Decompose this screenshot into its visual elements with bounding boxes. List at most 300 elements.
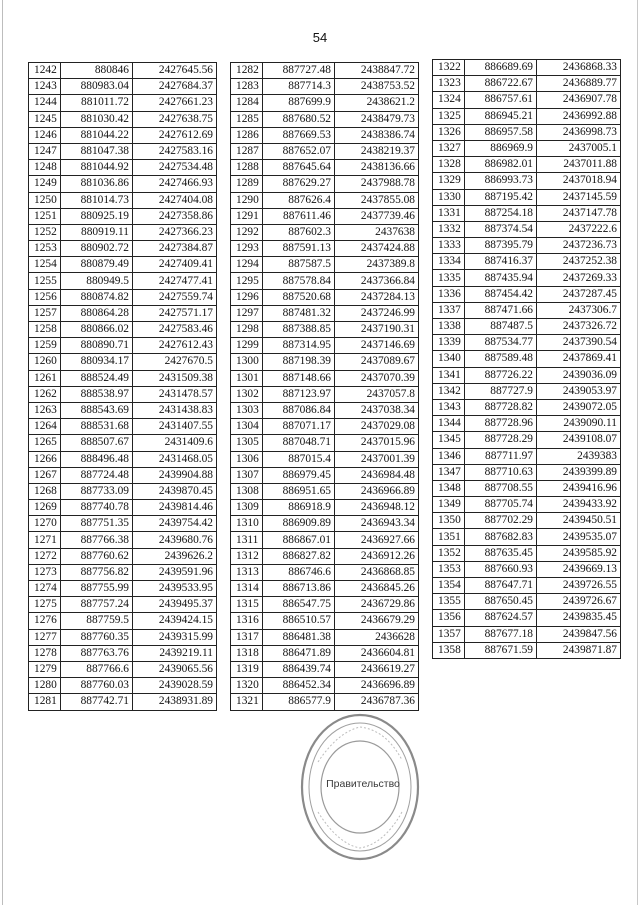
x-coordinate: 886867.01	[263, 532, 335, 548]
point-number: 1249	[29, 176, 61, 192]
x-coordinate: 886481.38	[263, 629, 335, 645]
table-row	[231, 338, 419, 354]
x-coordinate: 886746.6	[263, 564, 335, 580]
y-coordinate: 2436787.36	[335, 694, 419, 710]
table-row	[433, 92, 621, 108]
point-number: 1336	[433, 286, 465, 302]
point-number: 1316	[231, 613, 263, 629]
y-coordinate: 2427404.08	[133, 192, 217, 208]
point-number: 1334	[433, 254, 465, 270]
y-coordinate: 2437988.78	[335, 176, 419, 192]
y-coordinate: 2427670.5	[133, 354, 217, 370]
table-row	[433, 448, 621, 464]
point-number: 1320	[231, 678, 263, 694]
x-coordinate: 881030.42	[61, 111, 133, 127]
point-number: 1277	[29, 629, 61, 645]
x-coordinate: 887728.29	[465, 432, 537, 448]
x-coordinate: 887759.5	[61, 613, 133, 629]
seal-text: Правительство	[326, 778, 400, 790]
point-number: 1272	[29, 548, 61, 564]
y-coordinate: 2437145.59	[537, 189, 621, 205]
y-coordinate: 2438753.52	[335, 79, 419, 95]
point-number: 1266	[29, 451, 61, 467]
y-coordinate: 2436992.88	[537, 108, 621, 124]
table-row	[29, 338, 217, 354]
y-coordinate: 2427559.74	[133, 289, 217, 305]
table-row	[433, 351, 621, 367]
point-number: 1256	[29, 289, 61, 305]
y-coordinate: 2438931.89	[133, 694, 217, 710]
y-coordinate: 2439315.99	[133, 629, 217, 645]
y-coordinate: 2439450.51	[537, 513, 621, 529]
point-number: 1279	[29, 661, 61, 677]
point-number: 1268	[29, 483, 61, 499]
table-row	[29, 257, 217, 273]
table-row	[29, 354, 217, 370]
point-number: 1285	[231, 111, 263, 127]
point-number: 1264	[29, 419, 61, 435]
table-row	[231, 597, 419, 613]
point-number: 1246	[29, 127, 61, 143]
table-row	[433, 642, 621, 658]
x-coordinate: 880934.17	[61, 354, 133, 370]
y-coordinate: 2439053.97	[537, 383, 621, 399]
table-row	[231, 208, 419, 224]
page-number: 54	[312, 30, 328, 45]
table-row	[29, 661, 217, 677]
x-coordinate: 887395.79	[465, 238, 537, 254]
y-coordinate: 2439036.09	[537, 367, 621, 383]
x-coordinate: 888531.68	[61, 419, 133, 435]
x-coordinate: 886510.57	[263, 613, 335, 629]
point-number: 1345	[433, 432, 465, 448]
table-row	[231, 500, 419, 516]
table-row	[433, 108, 621, 124]
table-row	[433, 561, 621, 577]
table-row	[433, 124, 621, 140]
table-row	[231, 483, 419, 499]
y-coordinate: 2437390.54	[537, 335, 621, 351]
point-number: 1314	[231, 581, 263, 597]
y-coordinate: 2427684.37	[133, 79, 217, 95]
table-row	[231, 95, 419, 111]
coordinates-table-3	[432, 59, 621, 659]
table-row	[29, 613, 217, 629]
point-number: 1296	[231, 289, 263, 305]
table-row	[231, 257, 419, 273]
point-number: 1312	[231, 548, 263, 564]
x-coordinate: 881047.38	[61, 143, 133, 159]
y-coordinate: 2437287.45	[537, 286, 621, 302]
point-number: 1328	[433, 157, 465, 173]
x-coordinate: 886713.86	[263, 581, 335, 597]
point-number: 1309	[231, 500, 263, 516]
table-row	[433, 335, 621, 351]
x-coordinate: 886547.75	[263, 597, 335, 613]
y-coordinate: 2437869.41	[537, 351, 621, 367]
point-number: 1251	[29, 208, 61, 224]
table-row	[231, 694, 419, 710]
point-number: 1307	[231, 467, 263, 483]
table-row	[29, 111, 217, 127]
table-row	[231, 402, 419, 418]
x-coordinate: 887726.22	[465, 367, 537, 383]
y-coordinate: 2439847.56	[537, 626, 621, 642]
x-coordinate: 880902.72	[61, 241, 133, 257]
point-number: 1304	[231, 419, 263, 435]
x-coordinate: 888496.48	[61, 451, 133, 467]
x-coordinate: 887710.63	[465, 464, 537, 480]
table-row	[231, 127, 419, 143]
table-row	[231, 581, 419, 597]
table-row	[433, 205, 621, 221]
x-coordinate: 887708.55	[465, 480, 537, 496]
x-coordinate: 880949.5	[61, 273, 133, 289]
y-coordinate: 2439814.46	[133, 500, 217, 516]
table-row	[231, 305, 419, 321]
y-coordinate: 2436943.34	[335, 516, 419, 532]
y-coordinate: 2439591.96	[133, 564, 217, 580]
point-number: 1259	[29, 338, 61, 354]
y-coordinate: 2439626.2	[133, 548, 217, 564]
x-coordinate: 880890.71	[61, 338, 133, 354]
y-coordinate: 2427534.48	[133, 160, 217, 176]
y-coordinate: 2438219.37	[335, 143, 419, 159]
table-row	[433, 545, 621, 561]
y-coordinate: 2437236.73	[537, 238, 621, 254]
point-number: 1297	[231, 305, 263, 321]
point-number: 1357	[433, 626, 465, 642]
point-number: 1352	[433, 545, 465, 561]
table-row	[231, 532, 419, 548]
y-coordinate: 2427583.46	[133, 322, 217, 338]
x-coordinate: 887635.45	[465, 545, 537, 561]
y-coordinate: 2439680.76	[133, 532, 217, 548]
point-number: 1330	[433, 189, 465, 205]
x-coordinate: 880864.28	[61, 305, 133, 321]
y-coordinate: 2439535.07	[537, 529, 621, 545]
x-coordinate: 886689.69	[465, 60, 537, 76]
x-coordinate: 886757.61	[465, 92, 537, 108]
y-coordinate: 2439669.13	[537, 561, 621, 577]
y-coordinate: 2436604.81	[335, 645, 419, 661]
point-number: 1290	[231, 192, 263, 208]
coordinates-table-1	[28, 62, 217, 711]
table-row	[29, 516, 217, 532]
scan-edge-left	[2, 0, 3, 905]
y-coordinate: 2431407.55	[133, 419, 217, 435]
point-number: 1358	[433, 642, 465, 658]
table-row	[29, 548, 217, 564]
point-number: 1284	[231, 95, 263, 111]
table-row	[433, 286, 621, 302]
x-coordinate: 887760.62	[61, 548, 133, 564]
point-number: 1338	[433, 319, 465, 335]
y-coordinate: 2439219.11	[133, 645, 217, 661]
y-coordinate: 2439433.92	[537, 497, 621, 513]
x-coordinate: 881044.92	[61, 160, 133, 176]
point-number: 1332	[433, 221, 465, 237]
table-row	[231, 160, 419, 176]
point-number: 1298	[231, 322, 263, 338]
point-number: 1287	[231, 143, 263, 159]
table-row	[433, 221, 621, 237]
y-coordinate: 2437038.34	[335, 402, 419, 418]
x-coordinate: 888543.69	[61, 402, 133, 418]
point-number: 1258	[29, 322, 61, 338]
x-coordinate: 887388.85	[263, 322, 335, 338]
point-number: 1244	[29, 95, 61, 111]
x-coordinate: 887048.71	[263, 435, 335, 451]
x-coordinate: 886827.82	[263, 548, 335, 564]
x-coordinate: 887589.48	[465, 351, 537, 367]
table-row	[433, 76, 621, 92]
x-coordinate: 887086.84	[263, 402, 335, 418]
point-number: 1289	[231, 176, 263, 192]
point-number: 1253	[29, 241, 61, 257]
point-number: 1243	[29, 79, 61, 95]
y-coordinate: 2436619.27	[335, 661, 419, 677]
point-number: 1265	[29, 435, 61, 451]
y-coordinate: 2438386.74	[335, 127, 419, 143]
y-coordinate: 2431468.05	[133, 451, 217, 467]
point-number: 1288	[231, 160, 263, 176]
x-coordinate: 887123.97	[263, 386, 335, 402]
point-number: 1315	[231, 597, 263, 613]
y-coordinate: 2437070.39	[335, 370, 419, 386]
x-coordinate: 887756.82	[61, 564, 133, 580]
y-coordinate: 2439108.07	[537, 432, 621, 448]
y-coordinate: 2437389.8	[335, 257, 419, 273]
table-row	[29, 532, 217, 548]
point-number: 1271	[29, 532, 61, 548]
point-number: 1291	[231, 208, 263, 224]
point-number: 1339	[433, 335, 465, 351]
point-number: 1260	[29, 354, 61, 370]
table-row	[433, 497, 621, 513]
x-coordinate: 887728.82	[465, 399, 537, 415]
point-number: 1261	[29, 370, 61, 386]
point-number: 1308	[231, 483, 263, 499]
x-coordinate: 886909.89	[263, 516, 335, 532]
x-coordinate: 887705.74	[465, 497, 537, 513]
x-coordinate: 886982.01	[465, 157, 537, 173]
table-row	[29, 127, 217, 143]
y-coordinate: 2439383	[537, 448, 621, 464]
point-number: 1292	[231, 224, 263, 240]
table-row	[231, 564, 419, 580]
y-coordinate: 2437057.8	[335, 386, 419, 402]
x-coordinate: 887374.54	[465, 221, 537, 237]
point-number: 1313	[231, 564, 263, 580]
point-number: 1257	[29, 305, 61, 321]
y-coordinate: 2427661.23	[133, 95, 217, 111]
y-coordinate: 2438136.66	[335, 160, 419, 176]
point-number: 1354	[433, 578, 465, 594]
table-row	[231, 176, 419, 192]
y-coordinate: 2427583.16	[133, 143, 217, 159]
x-coordinate: 888538.97	[61, 386, 133, 402]
x-coordinate: 887757.24	[61, 597, 133, 613]
point-number: 1262	[29, 386, 61, 402]
table-row	[29, 597, 217, 613]
y-coordinate: 2439533.95	[133, 581, 217, 597]
point-number: 1300	[231, 354, 263, 370]
x-coordinate: 880846	[61, 63, 133, 79]
x-coordinate: 886951.65	[263, 483, 335, 499]
table-row	[231, 273, 419, 289]
point-number: 1282	[231, 63, 263, 79]
table-row	[433, 157, 621, 173]
table-row	[433, 610, 621, 626]
y-coordinate: 2431478.57	[133, 386, 217, 402]
table-row	[231, 370, 419, 386]
x-coordinate: 887760.03	[61, 678, 133, 694]
y-coordinate: 2437269.33	[537, 270, 621, 286]
point-number: 1252	[29, 224, 61, 240]
y-coordinate: 2427477.41	[133, 273, 217, 289]
table-row	[231, 224, 419, 240]
point-number: 1267	[29, 467, 61, 483]
table-row	[29, 645, 217, 661]
point-number: 1286	[231, 127, 263, 143]
y-coordinate: 2431438.83	[133, 402, 217, 418]
x-coordinate: 887626.4	[263, 192, 335, 208]
point-number: 1306	[231, 451, 263, 467]
x-coordinate: 886979.45	[263, 467, 335, 483]
x-coordinate: 887671.59	[465, 642, 537, 658]
table-row	[29, 176, 217, 192]
y-coordinate: 2427466.93	[133, 176, 217, 192]
y-coordinate: 2437246.99	[335, 305, 419, 321]
x-coordinate: 887314.95	[263, 338, 335, 354]
point-number: 1317	[231, 629, 263, 645]
x-coordinate: 887652.07	[263, 143, 335, 159]
y-coordinate: 2427384.87	[133, 241, 217, 257]
y-coordinate: 2437366.84	[335, 273, 419, 289]
x-coordinate: 887755.99	[61, 581, 133, 597]
table-row	[433, 238, 621, 254]
table-row	[231, 613, 419, 629]
table-row	[29, 289, 217, 305]
x-coordinate: 887435.94	[465, 270, 537, 286]
x-coordinate: 880879.49	[61, 257, 133, 273]
scan-edge-right	[637, 0, 638, 905]
table-row	[433, 189, 621, 205]
x-coordinate: 886918.9	[263, 500, 335, 516]
y-coordinate: 2439871.87	[537, 642, 621, 658]
x-coordinate: 887680.52	[263, 111, 335, 127]
x-coordinate: 886471.89	[263, 645, 335, 661]
table-row	[29, 564, 217, 580]
x-coordinate: 880919.11	[61, 224, 133, 240]
point-number: 1353	[433, 561, 465, 577]
x-coordinate: 887733.09	[61, 483, 133, 499]
y-coordinate: 2437029.08	[335, 419, 419, 435]
y-coordinate: 2437424.88	[335, 241, 419, 257]
table-row	[29, 581, 217, 597]
x-coordinate: 887742.71	[61, 694, 133, 710]
table-row	[29, 208, 217, 224]
y-coordinate: 2437252.38	[537, 254, 621, 270]
point-number: 1335	[433, 270, 465, 286]
table-row	[231, 192, 419, 208]
table-row	[433, 513, 621, 529]
point-number: 1329	[433, 173, 465, 189]
y-coordinate: 2439870.45	[133, 483, 217, 499]
point-number: 1346	[433, 448, 465, 464]
y-coordinate: 2436907.78	[537, 92, 621, 108]
point-number: 1248	[29, 160, 61, 176]
point-number: 1356	[433, 610, 465, 626]
y-coordinate: 2437018.94	[537, 173, 621, 189]
table-row	[29, 160, 217, 176]
y-coordinate: 2438621.2	[335, 95, 419, 111]
x-coordinate: 887416.37	[465, 254, 537, 270]
y-coordinate: 2427571.17	[133, 305, 217, 321]
y-coordinate: 2439424.15	[133, 613, 217, 629]
x-coordinate: 886945.21	[465, 108, 537, 124]
table-row	[231, 678, 419, 694]
x-coordinate: 887766.6	[61, 661, 133, 677]
table-row	[29, 483, 217, 499]
x-coordinate: 887763.76	[61, 645, 133, 661]
table-row	[433, 416, 621, 432]
y-coordinate: 2437001.39	[335, 451, 419, 467]
point-number: 1355	[433, 594, 465, 610]
x-coordinate: 887727.9	[465, 383, 537, 399]
table-row	[29, 322, 217, 338]
point-number: 1342	[433, 383, 465, 399]
x-coordinate: 887727.48	[263, 63, 335, 79]
point-number: 1343	[433, 399, 465, 415]
table-row	[231, 661, 419, 677]
table-row	[231, 467, 419, 483]
table-row	[433, 319, 621, 335]
table-row	[231, 322, 419, 338]
y-coordinate: 2439754.42	[133, 516, 217, 532]
y-coordinate: 2427409.41	[133, 257, 217, 273]
point-number: 1283	[231, 79, 263, 95]
table-row	[231, 241, 419, 257]
y-coordinate: 2437326.72	[537, 319, 621, 335]
table-row	[433, 173, 621, 189]
point-number: 1331	[433, 205, 465, 221]
x-coordinate: 881036.86	[61, 176, 133, 192]
x-coordinate: 886439.74	[263, 661, 335, 677]
point-number: 1247	[29, 143, 61, 159]
x-coordinate: 887195.42	[465, 189, 537, 205]
point-number: 1333	[433, 238, 465, 254]
y-coordinate: 2439065.56	[133, 661, 217, 677]
x-coordinate: 886452.34	[263, 678, 335, 694]
y-coordinate: 2437739.46	[335, 208, 419, 224]
point-number: 1327	[433, 140, 465, 156]
y-coordinate: 2437222.6	[537, 221, 621, 237]
table-row	[231, 629, 419, 645]
table-row	[231, 79, 419, 95]
table-row	[231, 289, 419, 305]
table-row	[433, 399, 621, 415]
y-coordinate: 2437638	[335, 224, 419, 240]
y-coordinate: 2436628	[335, 629, 419, 645]
coordinates-table-2	[230, 62, 419, 711]
table-row	[29, 192, 217, 208]
y-coordinate: 2439904.88	[133, 467, 217, 483]
x-coordinate: 880925.19	[61, 208, 133, 224]
y-coordinate: 2437015.96	[335, 435, 419, 451]
table-row	[29, 467, 217, 483]
